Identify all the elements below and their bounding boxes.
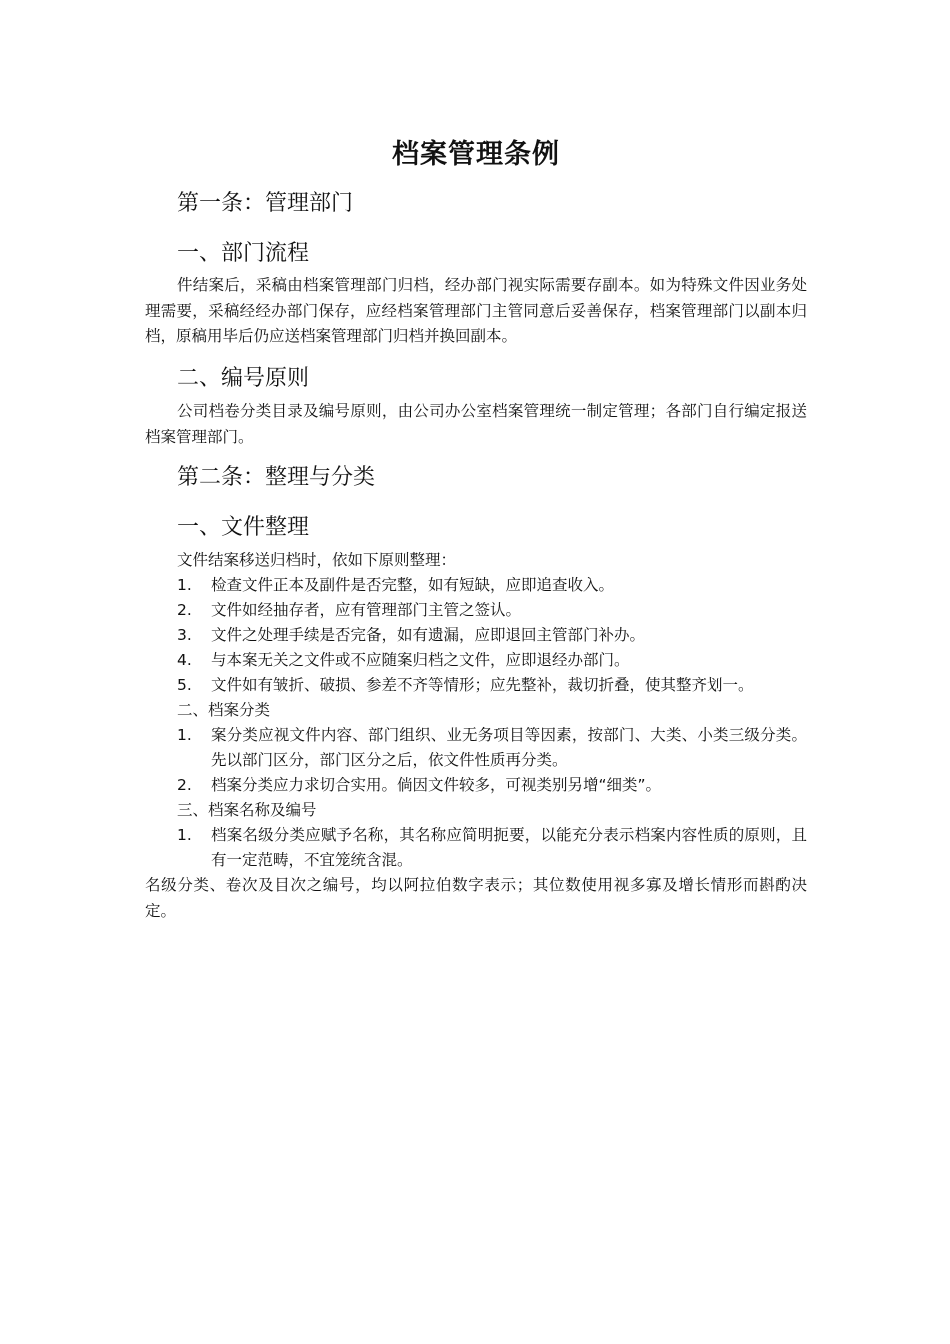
list-item xyxy=(177,823,807,873)
list-item-number: 2. xyxy=(177,601,192,619)
section-numbering-principle-heading: 二、编号原则 xyxy=(177,366,310,391)
list-item xyxy=(177,723,807,773)
list-item-number: 5. xyxy=(177,676,192,694)
document-title: 档案管理条例 xyxy=(392,139,560,170)
section-name-numbering-heading: 三、档案名称及编号 xyxy=(177,801,317,819)
list-item-number: 1. xyxy=(177,726,192,744)
list-item-number: 3. xyxy=(177,626,192,644)
closing-paragraph: 名级分类、卷次及目次之编号，均以阿拉伯数字表示；其位数使用视多寡及增长情形而斟酌决定。 xyxy=(145,876,807,920)
list-item-text: 与本案无关之文件或不应随案归档之文件，应即退经办部门。 xyxy=(211,651,630,669)
list-item-text: 案分类应视文件内容、部门组织、业无务项目等因素，按部门、大类、小类三级分类。先以部门区分，部门区分之后，依文件性质再分类。 xyxy=(211,726,807,769)
list-item-text: 档案分类应力求切合实用。倘因文件较多，可视类别另增“细类”。 xyxy=(211,776,662,794)
section-department-process-heading: 一、部门流程 xyxy=(177,241,310,266)
article-1-heading: 第一条：管理部门 xyxy=(177,191,354,216)
section-numbering-principle-text: 公司档卷分类目录及编号原则，由公司办公室档案管理统一制定管理；各部门自行编定报送档案管理部门。 xyxy=(145,402,807,446)
list-item-number: 1. xyxy=(177,826,192,844)
list-item-text: 检查文件正本及副件是否完整，如有短缺，应即追查收入。 xyxy=(211,576,615,594)
list-item-number: 2. xyxy=(177,776,192,794)
list-item-text: 文件如有皱折、破损、参差不齐等情形；应先整补，裁切折叠，使其整齐划一。 xyxy=(211,676,754,694)
list-item-number: 1. xyxy=(177,576,192,594)
section-classification-heading: 二、档案分类 xyxy=(177,701,271,719)
list-item-text: 文件之处理手续是否完备，如有遗漏，应即退回主管部门补办。 xyxy=(211,626,646,644)
list-item-text: 文件如经抽存者，应有管理部门主管之签认。 xyxy=(211,601,522,619)
list-item xyxy=(177,673,807,698)
list-item xyxy=(177,573,807,598)
list-item xyxy=(177,623,807,648)
list-item xyxy=(177,773,807,798)
list-item-text: 档案名级分类应赋予名称，其名称应简明扼要，以能充分表示档案内容性质的原则，且有一定范畴，不宜笼统含混。 xyxy=(211,826,807,869)
section-department-process-text: 件结案后，采稿由档案管理部门归档，经办部门视实际需要存副本。如为特殊文件因业务处理需要，采稿经经办部门保存，应经档案管理部门主管同意后妥善保存，档案管理部门以副本归档，原稿用毕后仍应送档案管理部门归档并换回副本。 xyxy=(145,276,807,345)
section-file-organization-heading: 一、文件整理 xyxy=(177,515,310,540)
file-organization-intro: 文件结案移送归档时，依如下原则整理： xyxy=(177,551,457,569)
list-item xyxy=(177,648,807,673)
article-2-heading: 第二条：整理与分类 xyxy=(177,465,376,490)
list-item xyxy=(177,598,807,623)
list-item-number: 4. xyxy=(177,651,192,669)
